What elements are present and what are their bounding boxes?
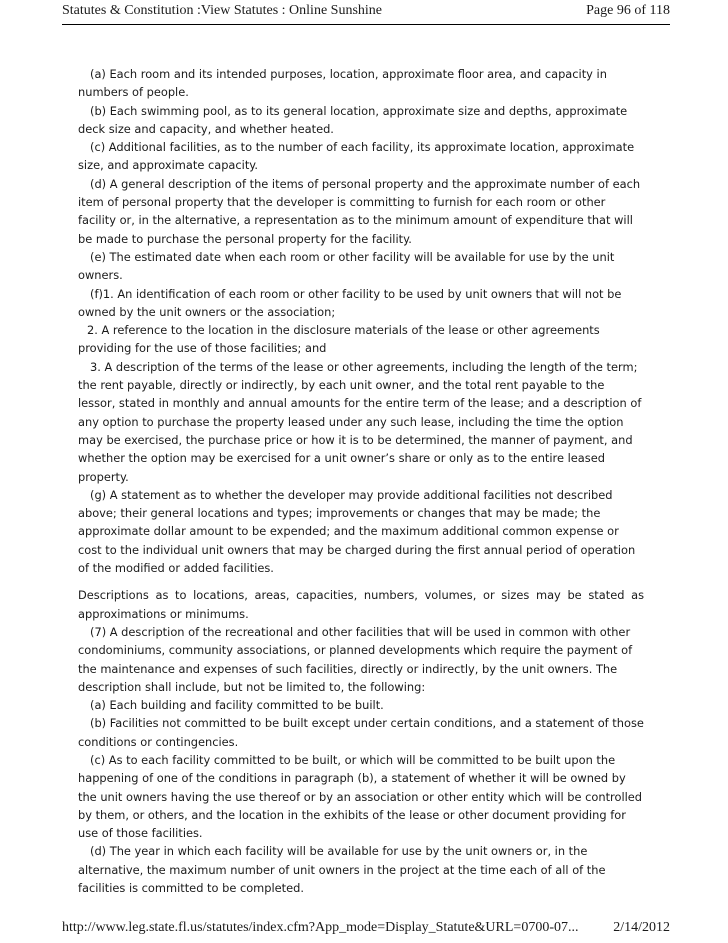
paragraph-7d-availability: (d) The year in which each facility will be available for use by the unit owners or, in the alternative, the maximum number of unit owners in the project at the time each of all of the facilities is committed to be completed. bbox=[78, 844, 606, 896]
header-title: Statutes & Constitution :View Statutes : Online Sunshine bbox=[62, 3, 382, 18]
footer-date: 2/14/2012 bbox=[613, 920, 670, 935]
page-number: Page 96 of 118 bbox=[586, 3, 670, 18]
paragraph-f2-reference: 2. A reference to the location in the disclosure materials of the lease or other agreements providing for the use of those facilities; and bbox=[78, 323, 600, 356]
paragraph-7a-committed: (a) Each building and facility committed to be built. bbox=[90, 698, 384, 713]
footer-url: http://www.leg.state.fl.us/statutes/index.cfm?App_mode=Display_Statute&URL=0700-07... bbox=[62, 920, 579, 935]
paragraph-7-recreational-facilities: (7) A description of the recreational and other facilities that will be used in common with other condominiums, community associations, or planned developments which require the payment of the maintenance and expenses of such facilities, directly or indirectly, by the unit owners. The description shall include, but not be limited to, the following: bbox=[78, 624, 633, 694]
paragraph-a-rooms: (a) Each room and its intended purposes, location, approximate floor area, and capacity in numbers of people. bbox=[78, 67, 607, 100]
page-header bbox=[62, 2, 670, 25]
page-footer bbox=[62, 919, 670, 939]
paragraph-7b-not-committed: (b) Facilities not committed to be built except under certain conditions, and a statement of those conditions or contingencies. bbox=[78, 716, 644, 749]
paragraph-e-estimated-date: (e) The estimated date when each room or other facility will be available for use by the unit owners. bbox=[78, 249, 615, 283]
paragraph-f3-lease-terms: 3. A description of the terms of the lease or other agreements, including the length of the term; the rent payable, directly or indirectly, by each unit owner, and the total rent payable to the lessor, stated in monthly and annual amounts for the entire term of the lease; and a description of any option to purchase the property leased under any such lease, including the time the option may be exercised, the purchase price or how it is to be determined, the manner of payment, and whether the option may be exercised for a unit owner’s share or only as to the entire leased property. bbox=[78, 359, 642, 484]
paragraph-d-personal-property: (d) A general description of the items of personal property and the approximate number of each item of personal property that the developer is committing to furnish for each room or other facility or, in the alternative, a representation as to the minimum amount of expenditure that will be made to purchase the personal property for the facility. bbox=[78, 176, 641, 246]
paragraph-g-additional-facilities: (g) A statement as to whether the developer may provide additional facilities not described above; their general locations and types; improvements or changes that may be made; the approximate dollar amount to be expended; and the maximum additional common expense or cost to the individual unit owners that may be charged during the first annual period of operation of the modified or added facilities. bbox=[78, 487, 636, 576]
paragraph-f1-identification: (f)1. An identification of each room or other facility to be used by unit owners that will not be owned by the unit owners or the association; bbox=[78, 286, 622, 319]
paragraph-approximations: Descriptions as to locations, areas, capacities, numbers, volumes, or sizes may be stated as approximations or minimums. bbox=[78, 588, 644, 621]
paragraph-7c-ownership: (c) As to each facility committed to be built, or which will be committed to be built upon the happening of one of the conditions in paragraph (b), a statement of whether it will be owned by the unit owners having the use thereof or by an association or other entity which will be controlled by them, or others, and the location in the exhibits of the lease or other document providing for use of those facilities. bbox=[78, 752, 643, 841]
paragraph-c-additional-facilities: (c) Additional facilities, as to the number of each facility, its approximate location, approximate size, and approximate capacity. bbox=[78, 140, 635, 173]
paragraph-b-swimming-pool: (b) Each swimming pool, as to its general location, approximate size and depths, approximate deck size and capacity, and whether heated. bbox=[78, 103, 628, 136]
statute-text bbox=[78, 65, 644, 897]
